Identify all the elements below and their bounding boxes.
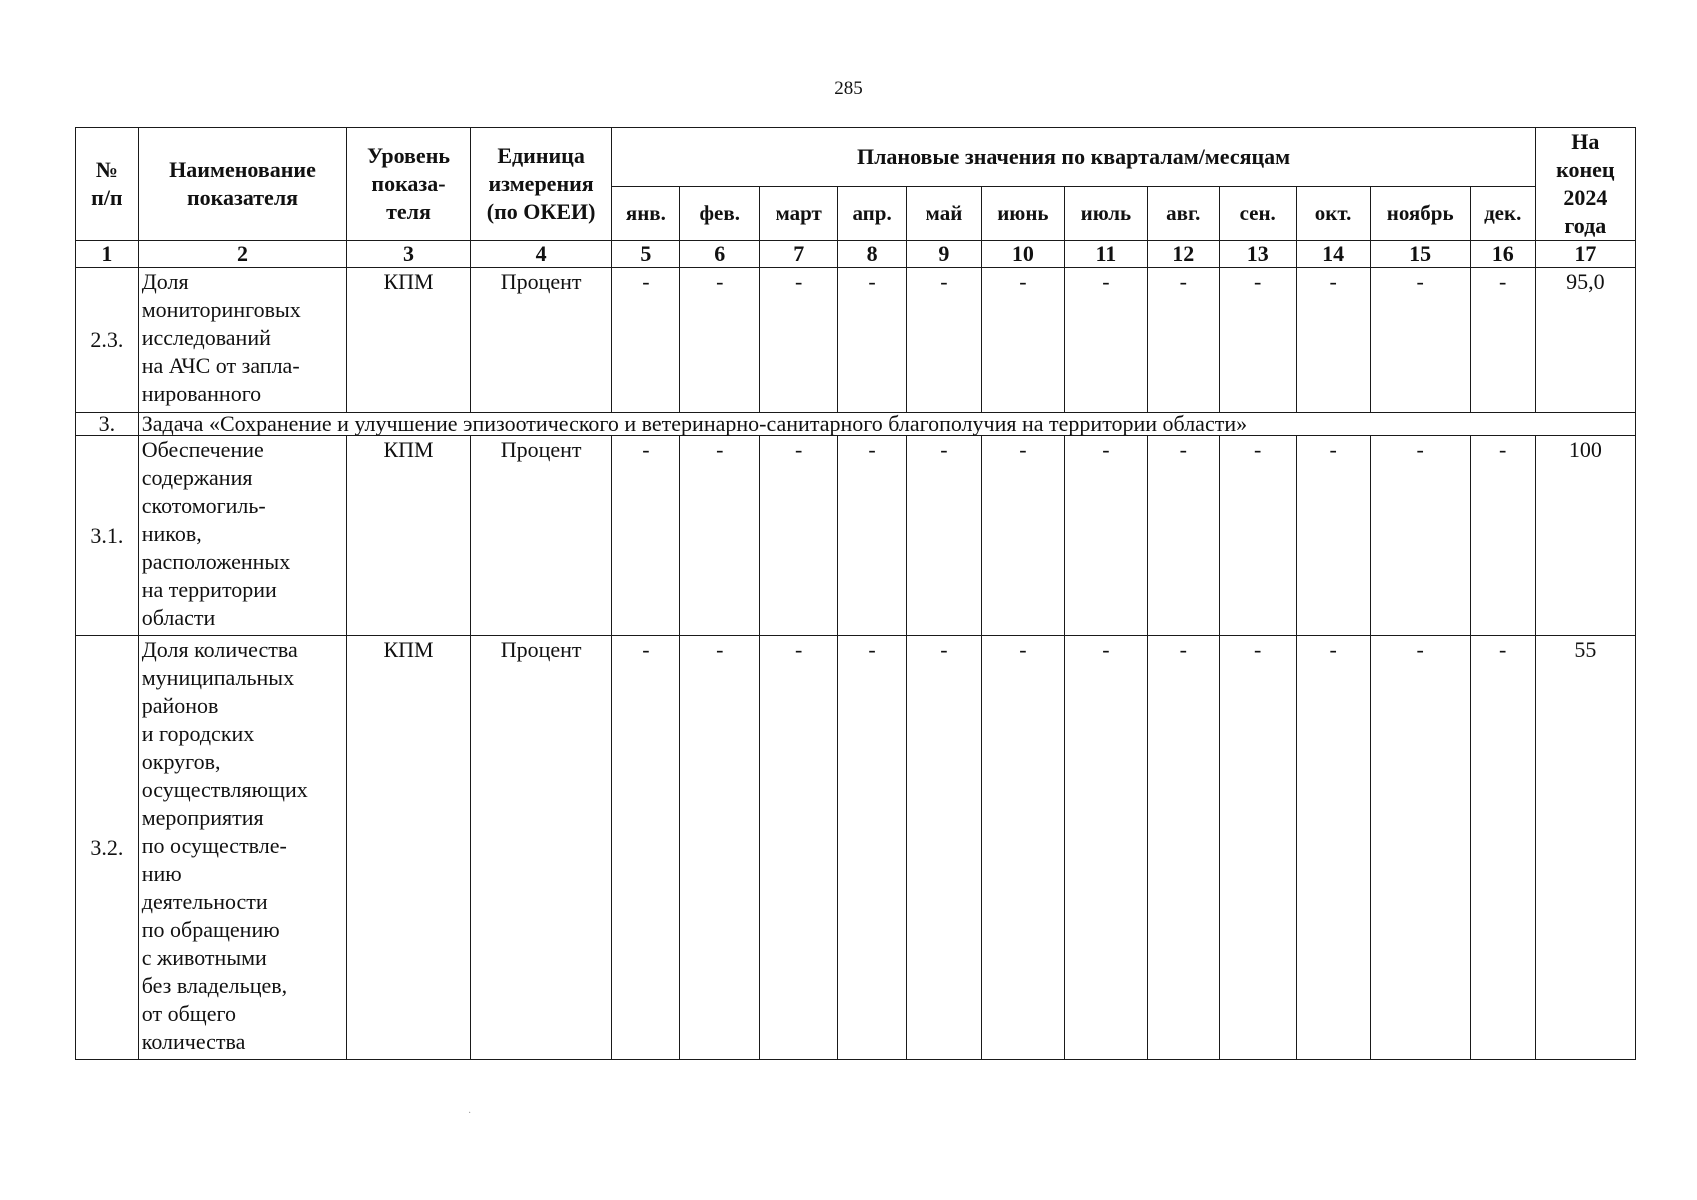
month-header: фев. xyxy=(680,186,760,240)
table-row xyxy=(76,636,1636,1060)
column-number: 17 xyxy=(1535,241,1635,268)
month-header: апр. xyxy=(838,186,907,240)
column-number: 8 xyxy=(838,241,907,268)
indicator-unit: Процент xyxy=(470,436,612,636)
month-header: июль xyxy=(1064,186,1147,240)
month-value: - xyxy=(906,436,981,636)
month-value: - xyxy=(612,268,680,413)
column-number: 7 xyxy=(760,241,838,268)
month-value: - xyxy=(1470,636,1535,1060)
row-number: 3.2. xyxy=(76,636,139,1060)
column-number: 2 xyxy=(138,241,347,268)
row-number: 2.3. xyxy=(76,268,139,413)
end-year-value: 55 xyxy=(1535,636,1635,1060)
column-number: 5 xyxy=(612,241,680,268)
task-number: 3. xyxy=(76,413,139,436)
row-number: 3.1. xyxy=(76,436,139,636)
column-number: 10 xyxy=(981,241,1064,268)
indicator-level: КПМ xyxy=(347,268,470,413)
column-number: 16 xyxy=(1470,241,1535,268)
month-header: ноябрь xyxy=(1370,186,1470,240)
end-year-value: 100 xyxy=(1535,436,1635,636)
month-value: - xyxy=(1219,636,1296,1060)
column-number: 6 xyxy=(680,241,760,268)
month-value: - xyxy=(906,636,981,1060)
header-num: № п/п xyxy=(76,128,139,241)
table-row xyxy=(76,436,1636,636)
month-value: - xyxy=(1147,636,1219,1060)
indicator-level: КПМ xyxy=(347,436,470,636)
scan-artifact-dot: · xyxy=(468,1108,472,1119)
month-value: - xyxy=(760,636,838,1060)
month-header: янв. xyxy=(612,186,680,240)
indicator-unit: Процент xyxy=(470,636,612,1060)
month-header: май xyxy=(906,186,981,240)
month-value: - xyxy=(680,268,760,413)
month-header: окт. xyxy=(1296,186,1370,240)
month-value: - xyxy=(1370,436,1470,636)
indicator-level: КПМ xyxy=(347,636,470,1060)
month-header: авг. xyxy=(1147,186,1219,240)
month-header: март xyxy=(760,186,838,240)
month-value: - xyxy=(1147,268,1219,413)
month-value: - xyxy=(838,268,907,413)
month-value: - xyxy=(1470,436,1535,636)
month-value: - xyxy=(1064,436,1147,636)
column-number: 11 xyxy=(1064,241,1147,268)
month-value: - xyxy=(838,636,907,1060)
column-number: 3 xyxy=(347,241,470,268)
month-value: - xyxy=(680,636,760,1060)
indicator-name: Доля количества муниципальных районов и городских округов, осуществляющих мероприятия по осуществле- нию деятельности по обращению с животными без владельцев, от общего количества xyxy=(138,636,347,1060)
month-value: - xyxy=(612,436,680,636)
column-number: 13 xyxy=(1219,241,1296,268)
month-value: - xyxy=(680,436,760,636)
header-end: На конец 2024 года xyxy=(1535,128,1635,241)
month-value: - xyxy=(760,436,838,636)
page-number: 285 xyxy=(834,78,863,99)
month-value: - xyxy=(612,636,680,1060)
column-number: 1 xyxy=(76,241,139,268)
month-value: - xyxy=(981,636,1064,1060)
month-value: - xyxy=(760,268,838,413)
column-numbers-row xyxy=(76,241,1636,268)
column-number: 4 xyxy=(470,241,612,268)
column-number: 9 xyxy=(906,241,981,268)
header-unit: Единица измерения (по ОКЕИ) xyxy=(470,128,612,241)
month-value: - xyxy=(1064,636,1147,1060)
month-value: - xyxy=(906,268,981,413)
month-value: - xyxy=(1219,436,1296,636)
task-text: Задача «Сохранение и улучшение эпизоотического и ветеринарно-санитарного благополучия на территории области» xyxy=(138,413,1635,436)
plan-table xyxy=(75,127,1636,1060)
month-value: - xyxy=(1064,268,1147,413)
column-number: 14 xyxy=(1296,241,1370,268)
column-number: 15 xyxy=(1370,241,1470,268)
indicator-name: Доля мониторинговых исследований на АЧС от запла- нированного xyxy=(138,268,347,413)
month-value: - xyxy=(1370,268,1470,413)
month-value: - xyxy=(1296,268,1370,413)
month-value: - xyxy=(1147,436,1219,636)
month-value: - xyxy=(1296,636,1370,1060)
month-value: - xyxy=(1370,636,1470,1060)
month-value: - xyxy=(981,268,1064,413)
month-value: - xyxy=(1470,268,1535,413)
table-row xyxy=(76,268,1636,413)
header-level: Уровень показа- теля xyxy=(347,128,470,241)
end-year-value: 95,0 xyxy=(1535,268,1635,413)
month-value: - xyxy=(838,436,907,636)
month-header: дек. xyxy=(1470,186,1535,240)
column-number: 12 xyxy=(1147,241,1219,268)
task-row xyxy=(76,413,1636,436)
month-header: июнь xyxy=(981,186,1064,240)
header-plan: Плановые значения по кварталам/месяцам xyxy=(612,128,1535,187)
month-header: сен. xyxy=(1219,186,1296,240)
month-value: - xyxy=(981,436,1064,636)
month-value: - xyxy=(1219,268,1296,413)
indicator-name: Обеспечение содержания скотомогиль- ников, расположенных на территории области xyxy=(138,436,347,636)
indicator-unit: Процент xyxy=(470,268,612,413)
header-name: Наименование показателя xyxy=(138,128,347,241)
month-value: - xyxy=(1296,436,1370,636)
